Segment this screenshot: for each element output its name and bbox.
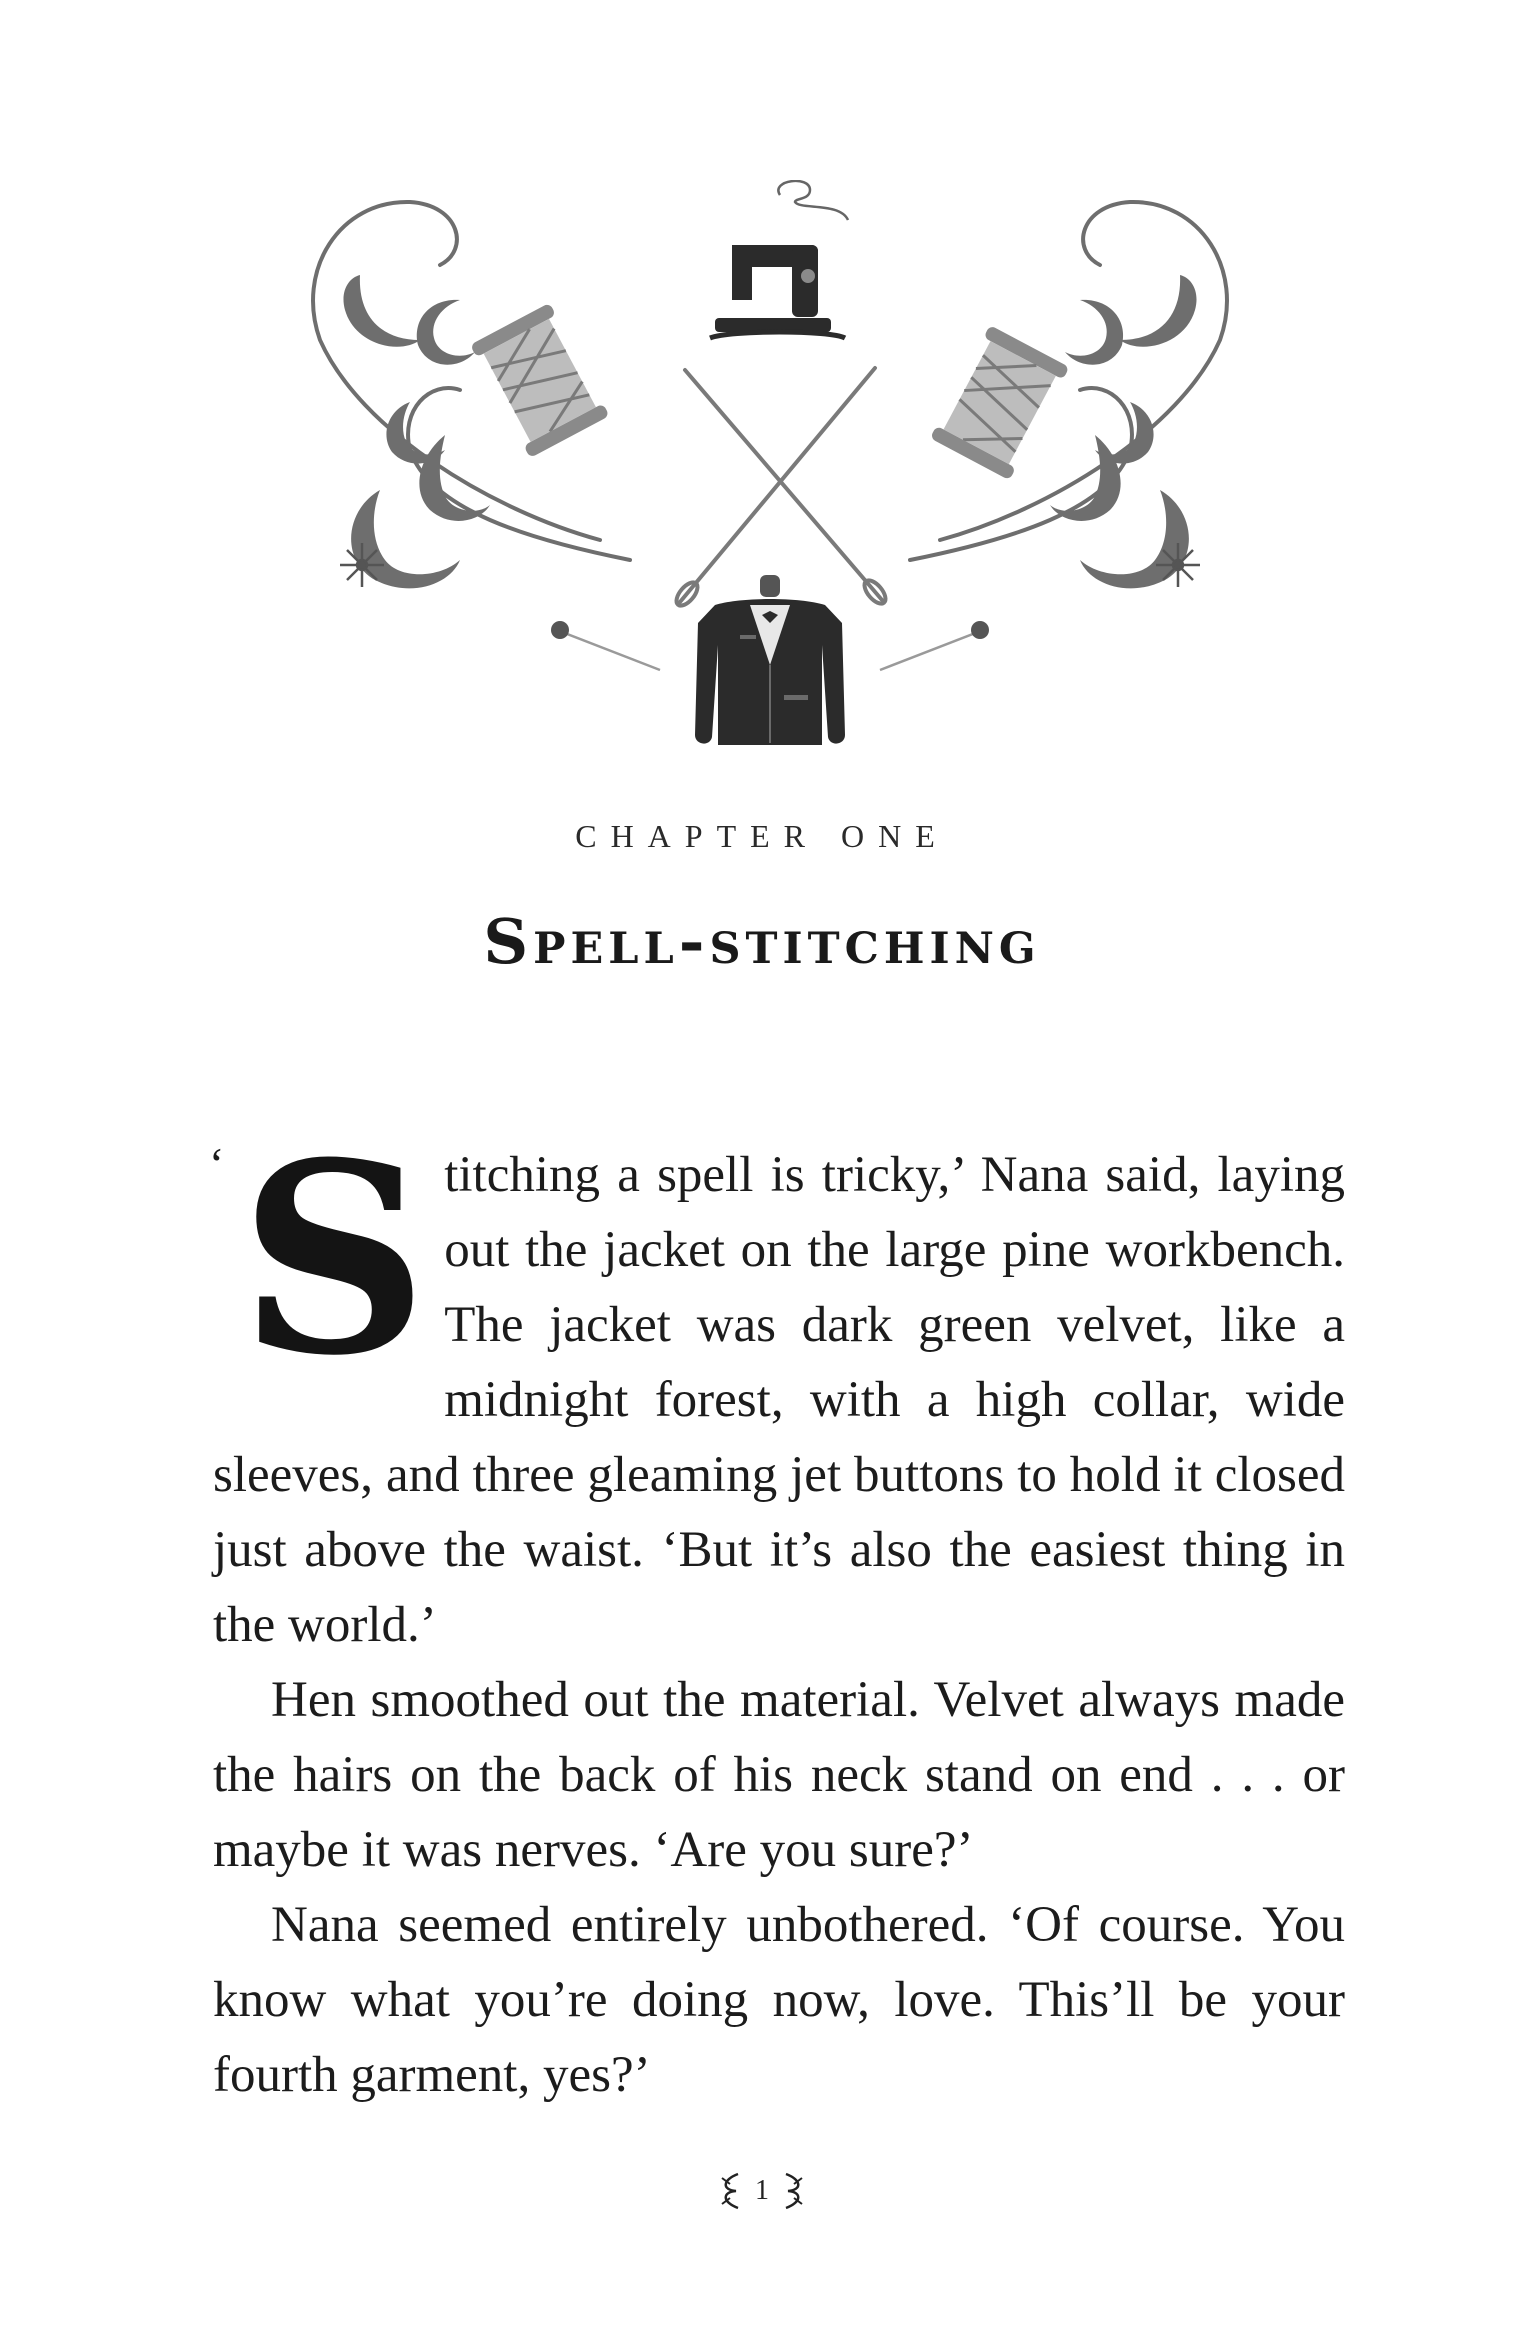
left-swirl-ornament: [313, 202, 630, 560]
right-swirl-ornament: [910, 202, 1227, 560]
right-crescent-ornaments: [1050, 275, 1197, 588]
opening-quote: ‘: [209, 1138, 225, 1189]
chapter-body: [209, 1105, 1345, 2113]
right-page-ornament: [780, 2170, 808, 2212]
left-crescent-ornaments: [343, 275, 490, 588]
drop-cap: S: [239, 1105, 429, 1413]
thread-spool-icon-left: [470, 303, 610, 458]
thread-spool-icon-right: [930, 325, 1070, 480]
left-page-ornament: [716, 2170, 744, 2212]
jacket-mannequin-icon: [695, 575, 845, 745]
paragraph-3: Nana seemed entirely unbothered. ‘Of course. You know what you’re doing now, love. This’ll be your fourth garment, yes?’: [213, 1897, 1345, 2103]
sewing-machine-icon: [710, 181, 848, 338]
paragraph-1: [209, 1105, 1345, 1663]
chapter-ornament: [300, 180, 1240, 760]
crossed-needles-icon: [673, 368, 890, 609]
paragraph-1-text: titching a spell is tricky,’ Nana said, laying out the jacket on the large pine workbench. The jacket was dark green velvet, like a midnight forest, with a high collar, wide sleeves, and three gleaming jet buttons to hold it closed just above the waist. ‘But it’s also the easiest thing in the world.’: [213, 1147, 1345, 1653]
chapter-label: CHAPTER ONE: [575, 818, 949, 854]
chapter-title: Spell-stitching: [483, 905, 1041, 978]
pin-icon-right: [880, 621, 989, 670]
pin-icon-left: [300, 180, 660, 670]
paragraph-2: Hen smoothed out the material. Velvet always made the hairs on the back of his neck stand on end . . . or maybe it was nerves. ‘Are you sure?’: [213, 1672, 1345, 1878]
page-number-footer: [0, 2170, 1524, 2212]
page-number: 1: [755, 2175, 769, 2206]
